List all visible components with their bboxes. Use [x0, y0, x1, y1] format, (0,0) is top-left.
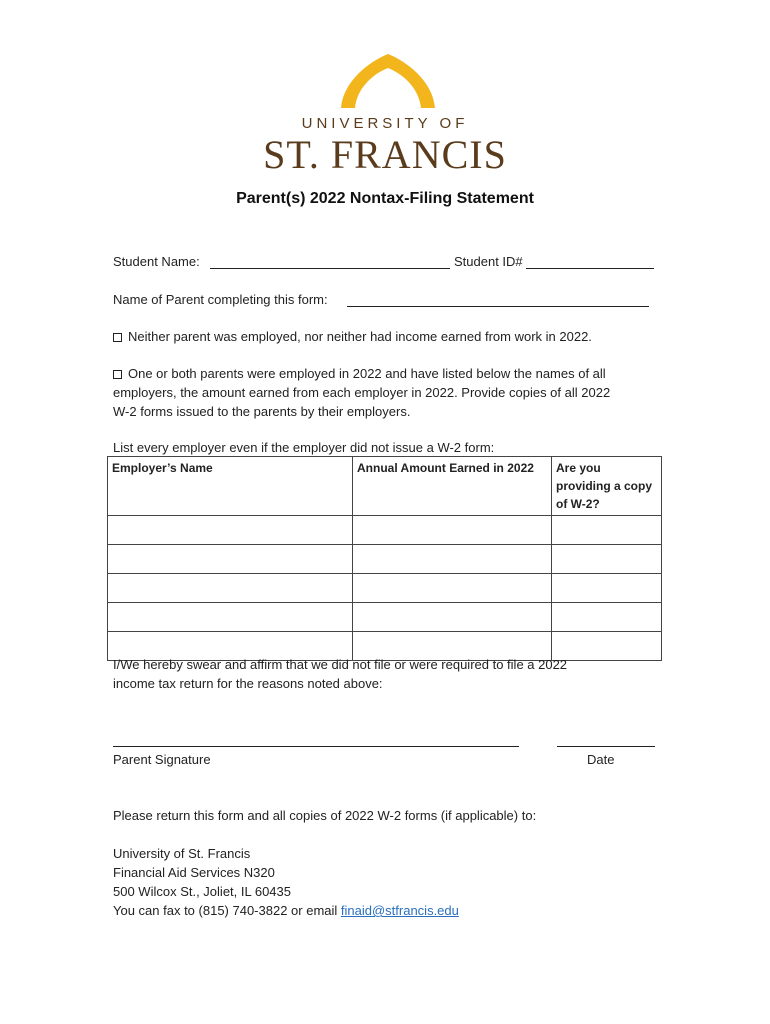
- header-annual-amount: Annual Amount Earned in 2022: [353, 457, 552, 516]
- employer-name-cell[interactable]: [108, 545, 353, 574]
- parent-signature-field[interactable]: [113, 746, 519, 747]
- email-link[interactable]: finaid@stfrancis.edu: [340, 903, 459, 918]
- student-id-field[interactable]: [526, 268, 654, 269]
- address-line-2: Financial Aid Services N320: [113, 865, 275, 880]
- option-not-employed: [113, 327, 592, 346]
- w2-copy-cell[interactable]: [552, 516, 662, 545]
- annual-amount-cell[interactable]: [353, 516, 552, 545]
- table-row: [108, 516, 662, 545]
- option-employed: [113, 364, 606, 383]
- logo-st: ST.: [263, 132, 320, 177]
- date-label: Date: [587, 752, 615, 767]
- checkbox-not-employed[interactable]: [113, 333, 122, 342]
- affirm-line-2: income tax return for the reasons noted above:: [113, 676, 383, 691]
- fax-email-line: [113, 901, 459, 920]
- form-title: Parent(s) 2022 Nontax-Filing Statement: [236, 190, 534, 207]
- address-line-1: University of St. Francis: [113, 846, 251, 861]
- header-w2-copy: Are you providing a copy of W-2?: [552, 457, 662, 516]
- option-not-employed-text: Neither parent was employed, nor neither had income earned from work in 2022.: [128, 329, 592, 344]
- fax-text: You can fax to (815) 740-3822 or email: [113, 903, 341, 918]
- w2-copy-cell[interactable]: [552, 632, 662, 661]
- employer-name-cell[interactable]: [108, 603, 353, 632]
- option-employed-line-1: One or both parents were employed in 2022 and have listed below the names of all: [128, 366, 606, 381]
- option-employed-line-2: employers, the amount earned from each employer in 2022. Provide copies of all 2022: [113, 385, 611, 400]
- annual-amount-cell[interactable]: [353, 574, 552, 603]
- checkbox-employed[interactable]: [113, 370, 122, 379]
- employer-table: [107, 456, 662, 661]
- table-row: [108, 545, 662, 574]
- student-name-label: Student Name:: [113, 254, 200, 269]
- list-instruction: List every employer even if the employer did not issue a W-2 form:: [113, 440, 495, 455]
- table-row: [108, 603, 662, 632]
- table-header-row: [108, 457, 662, 516]
- w2-copy-cell[interactable]: [552, 574, 662, 603]
- header-employer-name: Employer’s Name: [108, 457, 353, 516]
- affirm-line-1: I/We hereby swear and affirm that we did not file or were required to file a 2022: [113, 657, 568, 672]
- option-employed-line-3: W-2 forms issued to the parents by their employers.: [113, 404, 411, 419]
- parent-name-label: Name of Parent completing this form:: [113, 292, 328, 307]
- arch-logo-icon: [333, 52, 443, 112]
- table-row: [108, 574, 662, 603]
- logo-st-francis: [0, 133, 770, 177]
- date-field[interactable]: [557, 746, 655, 747]
- student-id-label: Student ID#: [454, 254, 523, 269]
- employer-name-cell[interactable]: [108, 574, 353, 603]
- student-name-field[interactable]: [210, 268, 450, 269]
- annual-amount-cell[interactable]: [353, 603, 552, 632]
- signature-label: Parent Signature: [113, 752, 211, 767]
- return-instruction: Please return this form and all copies of 2022 W-2 forms (if applicable) to:: [113, 808, 537, 823]
- w2-copy-cell[interactable]: [552, 603, 662, 632]
- w2-copy-cell[interactable]: [552, 545, 662, 574]
- annual-amount-cell[interactable]: [353, 545, 552, 574]
- logo-francis: FRANCIS: [330, 132, 507, 177]
- parent-name-field[interactable]: [347, 306, 649, 307]
- logo-university-of: UNIVERSITY OF: [301, 115, 469, 132]
- address-line-3: 500 Wilcox St., Joliet, IL 60435: [113, 884, 292, 899]
- employer-name-cell[interactable]: [108, 516, 353, 545]
